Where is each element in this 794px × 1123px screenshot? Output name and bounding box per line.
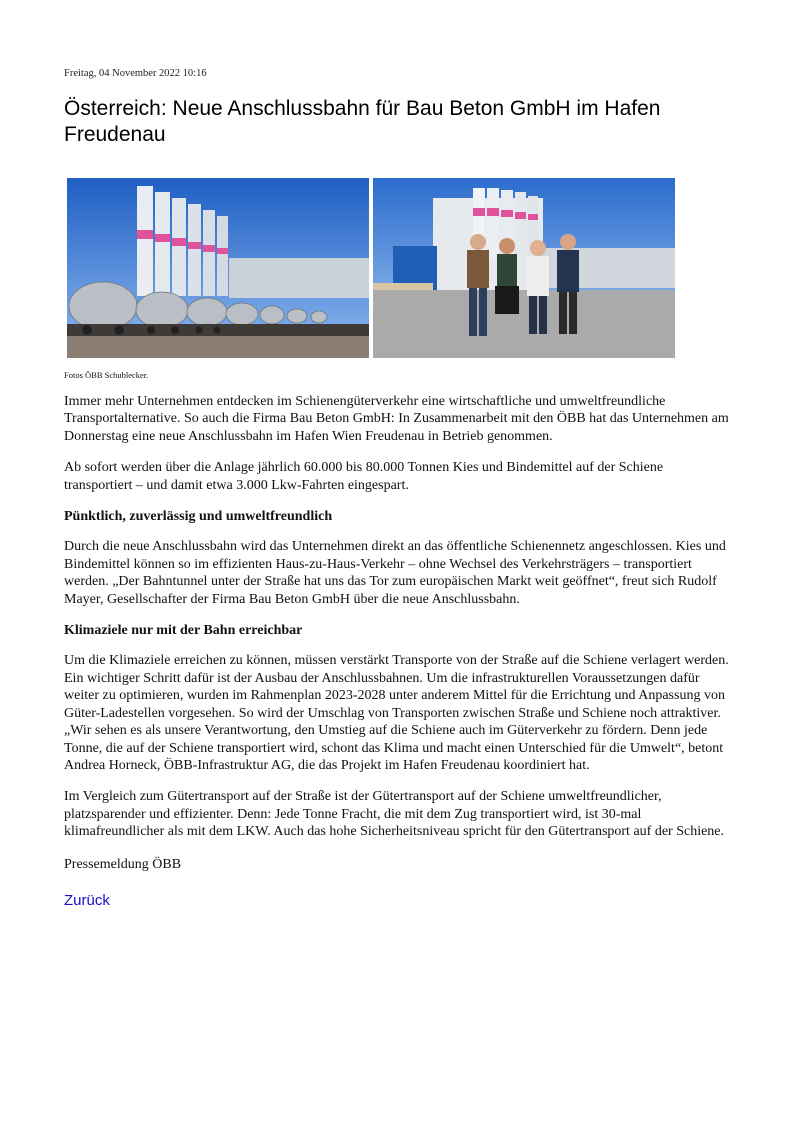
photo-credit: Fotos ÖBB Schublecker. — [64, 370, 149, 380]
photo-gallery — [64, 178, 734, 358]
article-dateline: Freitag, 04 November 2022 10:16 — [64, 68, 207, 79]
photo-freight-train-silos — [67, 178, 369, 358]
article-paragraph: Im Vergleich zum Gütertransport auf der Straße ist der Gütertransport auf der Schiene umweltfreundlicher, platzsparender und effizienter. Denn: Jede Tonne Fracht, die mit dem Zug transportiert wird, ist 30-mal klimafreundlicher als mit dem LKW. Auch das hohe Sicherheitsniveau spricht für den Gütertransport auf der Schiene. — [64, 789, 725, 840]
press-release-note: Pressemeldung ÖBB — [64, 856, 182, 872]
article-paragraph: Durch die neue Anschlussbahn wird das Unternehmen direkt an das öffentliche Schienennetz angeschlossen. Kies und Bindemittel können so im effizienten Haus-zu-Haus-Verkehr – ohne Wechsel des Verkehrsträgers – transportiert werden. „Der Bahntunnel unter der Straße hat uns das Tor zum europäischen Markt weit geöffnet“, freut sich Rudolf Mayer, Gesellschafter der Firma Bau Beton GmbH über die neue Anschlussbahn. — [64, 539, 726, 607]
subheading: Pünktlich, zuverlässig und umweltfreundlich — [64, 509, 333, 525]
photo-people-at-siding — [373, 178, 675, 358]
subheading: Klimaziele nur mit der Bahn erreichbar — [64, 623, 303, 639]
article — [64, 66, 734, 910]
article-paragraph: Ab sofort werden über die Anlage jährlich 60.000 bis 80.000 Tonnen Kies und Bindemittel auf der Schiene transportiert – und damit etwa 3.000 Lkw-Fahrten eingespart. — [64, 460, 664, 493]
back-link[interactable]: Zurück — [64, 891, 110, 909]
article-paragraph: Um die Klimaziele erreichen zu können, müssen verstärkt Transporte von der Straße auf die Schiene verlagert werden. Ein wichtiger Schritt dafür ist der Ausbau der Anschlussbahnen. Um die infrastrukturellen Voraussetzungen dafür weiter zu optimieren, wurden im Rahmenplan 2023-2028 unter anderem Mittel für die Errichtung und Anpassung von Güter-Ladestellen vorgesehen. So wird der Umschlag von Transporten zwischen Straße und Schiene noch attraktiver. „Wir sehen es als unsere Verantwortung, den Umstieg auf die Schiene auch im Güterverkehr zu fördern. Denn jede Tonne, die auf der Schiene transportiert wird, schont das Klima und macht einen Unterschied für die Umwelt“, betont Andrea Horneck, ÖBB-Infrastruktur AG, die das Projekt im Hafen Freudenau koordiniert hat. — [64, 653, 729, 773]
article-headline: Österreich: Neue Anschlussbahn für Bau Beton GmbH im Hafen Freudenau — [64, 97, 661, 146]
article-paragraph: Immer mehr Unternehmen entdecken im Schienengüterverkehr eine wirtschaftliche und umweltfreundliche Transportalternative. So auch die Firma Bau Beton GmbH: In Zusammenarbeit mit den ÖBB hat das Unternehmen am Donnerstag eine neue Anschlussbahn im Hafen Wien Freudenau in Betrieb genommen. — [64, 394, 729, 444]
